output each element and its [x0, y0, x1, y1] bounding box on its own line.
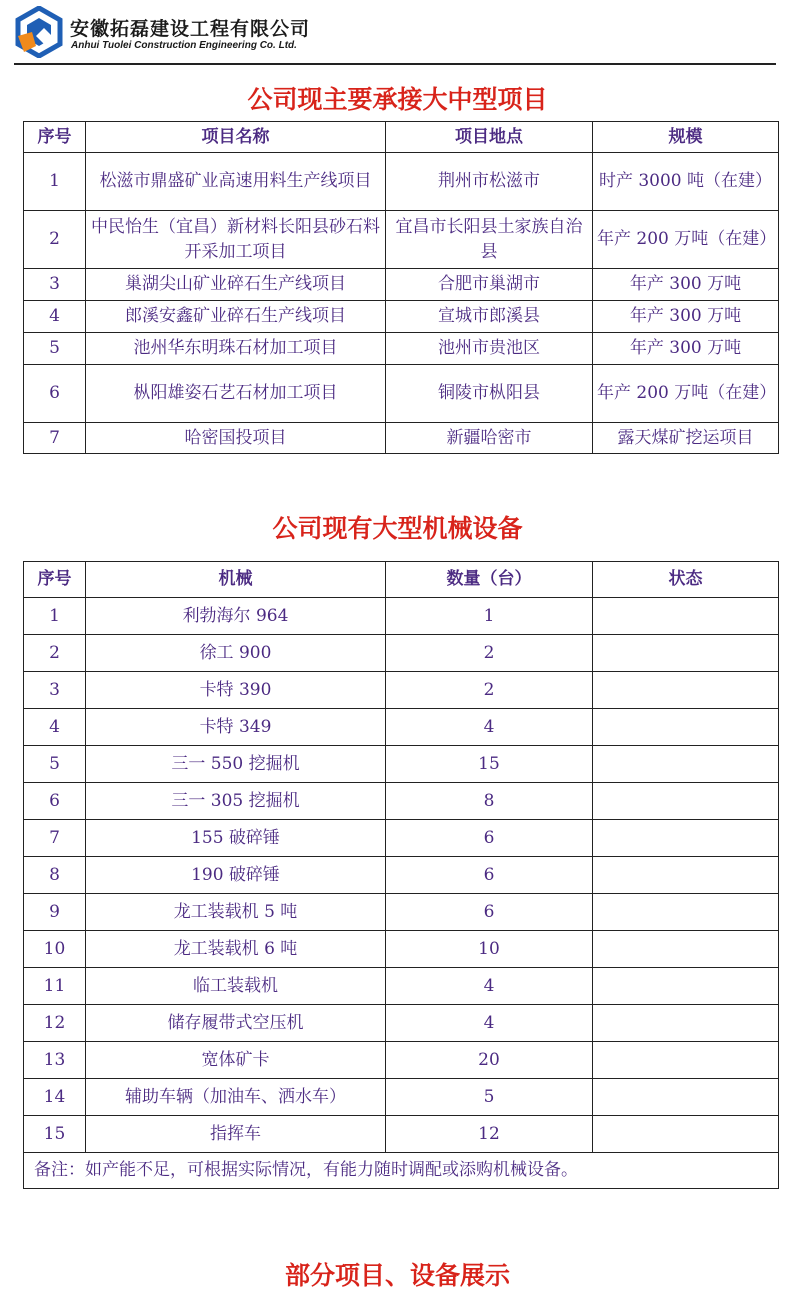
col-header: 状态: [593, 562, 779, 598]
machine-name: 三一 550 挖掘机: [86, 746, 386, 783]
machine-quantity: 6: [386, 820, 593, 857]
row-number: 10: [24, 931, 86, 968]
project-location: 宜昌市长阳县土家族自治县: [386, 211, 593, 269]
row-number: 2: [24, 635, 86, 672]
note-row: [24, 1153, 779, 1189]
equipment-table: [23, 561, 779, 1189]
row-number: 6: [24, 783, 86, 820]
project-scale: 年产 300 万吨: [593, 301, 779, 333]
machine-status: [593, 746, 779, 783]
machine-quantity: 2: [386, 635, 593, 672]
table-row: [24, 269, 779, 301]
col-header: 序号: [24, 562, 86, 598]
col-header: 项目名称: [86, 122, 386, 153]
table-row: [24, 365, 779, 423]
table-row: [24, 1079, 779, 1116]
machine-quantity: 4: [386, 1005, 593, 1042]
project-name: 中民怡生（宜昌）新材料长阳县砂石料开采加工项目: [86, 211, 386, 269]
table-row: [24, 1116, 779, 1153]
machine-status: [593, 709, 779, 746]
header-divider: [14, 63, 776, 65]
machine-name: 卡特 390: [86, 672, 386, 709]
machine-quantity: 1: [386, 598, 593, 635]
project-location: 铜陵市枞阳县: [386, 365, 593, 423]
company-logo-icon: [14, 6, 64, 58]
table-row: [24, 746, 779, 783]
machine-name: 辅助车辆（加油车、洒水车）: [86, 1079, 386, 1116]
table-row: [24, 1005, 779, 1042]
table-row: [24, 1042, 779, 1079]
machine-name: 155 破碎锤: [86, 820, 386, 857]
table-row: [24, 211, 779, 269]
table-row: [24, 635, 779, 672]
project-scale: 露天煤矿挖运项目: [593, 423, 779, 454]
row-number: 11: [24, 968, 86, 1005]
table-row: [24, 301, 779, 333]
machine-status: [593, 598, 779, 635]
machine-status: [593, 820, 779, 857]
table-row: [24, 423, 779, 454]
machine-status: [593, 931, 779, 968]
project-name: 枞阳雄姿石艺石材加工项目: [86, 365, 386, 423]
row-number: 6: [24, 365, 86, 423]
project-scale: 时产 3000 吨（在建）: [593, 153, 779, 211]
project-name: 哈密国投项目: [86, 423, 386, 454]
row-number: 2: [24, 211, 86, 269]
company-name-cn: 安徽拓磊建设工程有限公司: [70, 18, 311, 40]
row-number: 3: [24, 269, 86, 301]
table-row: [24, 598, 779, 635]
project-name: 松滋市鼎盛矿业高速用料生产线项目: [86, 153, 386, 211]
machine-name: 三一 305 挖掘机: [86, 783, 386, 820]
machine-quantity: 12: [386, 1116, 593, 1153]
machine-name: 临工装载机: [86, 968, 386, 1005]
table-row: [24, 894, 779, 931]
machine-quantity: 15: [386, 746, 593, 783]
project-name: 巢湖尖山矿业碎石生产线项目: [86, 269, 386, 301]
machine-status: [593, 635, 779, 672]
row-number: 5: [24, 333, 86, 365]
equipment-title: 公司现有大型机械设备: [272, 514, 523, 543]
machine-name: 卡特 349: [86, 709, 386, 746]
projects-table: [23, 121, 779, 454]
machine-quantity: 6: [386, 857, 593, 894]
machine-quantity: 20: [386, 1042, 593, 1079]
row-number: 13: [24, 1042, 86, 1079]
col-header: 项目地点: [386, 122, 593, 153]
page-header: [14, 6, 774, 64]
table-row: [24, 931, 779, 968]
row-number: 1: [24, 153, 86, 211]
row-number: 8: [24, 857, 86, 894]
table-row: [24, 153, 779, 211]
machine-quantity: 2: [386, 672, 593, 709]
col-header: 机械: [86, 562, 386, 598]
project-scale: 年产 200 万吨（在建）: [593, 365, 779, 423]
project-name: 郎溪安鑫矿业碎石生产线项目: [86, 301, 386, 333]
machine-name: 徐工 900: [86, 635, 386, 672]
machine-status: [593, 1042, 779, 1079]
machine-status: [593, 1005, 779, 1042]
col-header: 序号: [24, 122, 86, 153]
machine-name: 宽体矿卡: [86, 1042, 386, 1079]
machine-status: [593, 672, 779, 709]
table-row: [24, 709, 779, 746]
machine-name: 龙工装载机 5 吨: [86, 894, 386, 931]
machine-quantity: 5: [386, 1079, 593, 1116]
row-number: 4: [24, 709, 86, 746]
machine-status: [593, 1079, 779, 1116]
row-number: 5: [24, 746, 86, 783]
row-number: 1: [24, 598, 86, 635]
projects-header-row: [24, 122, 779, 153]
project-location: 宣城市郎溪县: [386, 301, 593, 333]
company-name-en: Anhui Tuolei Construction Engineering Co. Ltd.: [71, 40, 297, 51]
row-number: 12: [24, 1005, 86, 1042]
row-number: 14: [24, 1079, 86, 1116]
row-number: 3: [24, 672, 86, 709]
machine-status: [593, 894, 779, 931]
row-number: 4: [24, 301, 86, 333]
table-row: [24, 820, 779, 857]
col-header: 规模: [593, 122, 779, 153]
row-number: 15: [24, 1116, 86, 1153]
row-number: 7: [24, 820, 86, 857]
project-scale: 年产 300 万吨: [593, 269, 779, 301]
row-number: 9: [24, 894, 86, 931]
machine-quantity: 8: [386, 783, 593, 820]
table-row: [24, 857, 779, 894]
table-row: [24, 672, 779, 709]
machine-status: [593, 857, 779, 894]
machine-name: 指挥车: [86, 1116, 386, 1153]
machine-quantity: 4: [386, 709, 593, 746]
table-row: [24, 333, 779, 365]
project-scale: 年产 200 万吨（在建）: [593, 211, 779, 269]
table-row: [24, 968, 779, 1005]
machine-quantity: 10: [386, 931, 593, 968]
project-location: 合肥市巢湖市: [386, 269, 593, 301]
projects-title: 公司现主要承接大中型项目: [247, 85, 548, 114]
machine-name: 龙工装载机 6 吨: [86, 931, 386, 968]
machine-status: [593, 968, 779, 1005]
equipment-header-row: [24, 562, 779, 598]
project-location: 新疆哈密市: [386, 423, 593, 454]
machine-name: 储存履带式空压机: [86, 1005, 386, 1042]
machine-quantity: 4: [386, 968, 593, 1005]
table-row: [24, 783, 779, 820]
showcase-title: 部分项目、设备展示: [284, 1261, 510, 1290]
machine-quantity: 6: [386, 894, 593, 931]
machine-status: [593, 1116, 779, 1153]
project-location: 荆州市松滋市: [386, 153, 593, 211]
project-name: 池州华东明珠石材加工项目: [86, 333, 386, 365]
machine-status: [593, 783, 779, 820]
machine-name: 利勃海尔 964: [86, 598, 386, 635]
project-location: 池州市贵池区: [386, 333, 593, 365]
row-number: 7: [24, 423, 86, 454]
project-scale: 年产 300 万吨: [593, 333, 779, 365]
machine-name: 190 破碎锤: [86, 857, 386, 894]
col-header: 数量（台）: [386, 562, 593, 598]
equipment-note: 备注：如产能不足，可根据实际情况，有能力随时调配或添购机械设备。: [24, 1153, 779, 1189]
